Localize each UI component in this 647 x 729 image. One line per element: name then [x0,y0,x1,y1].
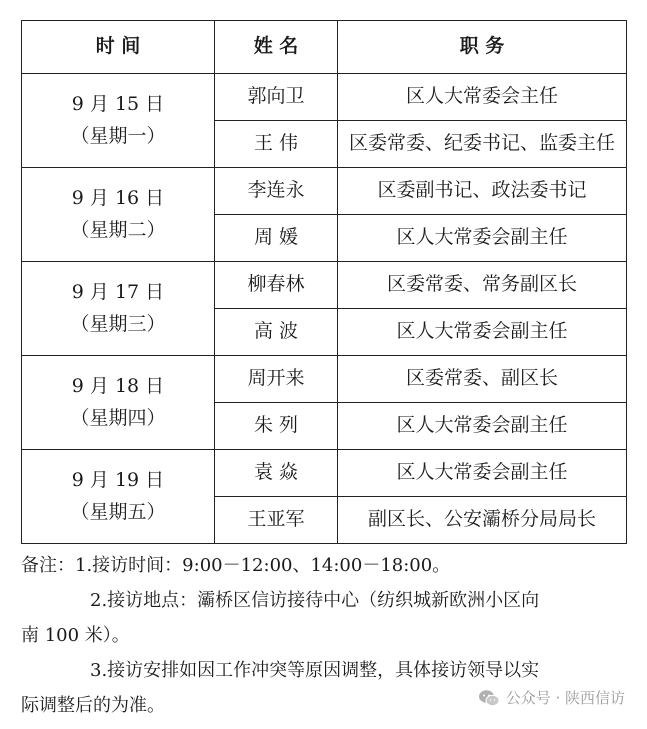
table-row [22,450,627,497]
date-cell [22,168,215,262]
note-line: 3.接访安排如因工作冲突等原因调整，具体接访领导以实 [90,660,540,681]
position-cell: 区人大常委会主任 [338,74,627,121]
header-position: 职 务 [338,21,627,74]
date-cell [22,356,215,450]
weekday-text: （星期一） [70,124,166,147]
name-cell: 朱 列 [215,403,338,450]
name-cell: 高 波 [215,309,338,356]
table-row [22,74,627,121]
name-cell: 王 伟 [215,121,338,168]
table-row [22,356,627,403]
name-cell: 柳春林 [215,262,338,309]
position-cell: 区委常委、副区长 [338,356,627,403]
date-text: 9 月 16 日 [71,186,165,209]
weekday-text: （星期四） [70,406,166,429]
name-cell: 李连永 [215,168,338,215]
position-cell: 区人大常委会副主任 [338,403,627,450]
position-cell: 区人大常委会副主任 [338,309,627,356]
note-line: 2.接访地点：灞桥区信访接待中心（纺织城新欧洲小区向 [90,590,540,611]
note-line: 际调整后的为准。 [21,695,165,716]
date-text: 9 月 17 日 [71,280,165,303]
date-cell [22,450,215,544]
schedule-table [21,20,627,544]
position-cell: 副区长、公安灞桥分局局长 [338,497,627,544]
watermark-text: 公众号 · 陕西信访 [505,689,625,707]
date-cell [22,262,215,356]
note-line: 南 100 米）。 [21,625,130,646]
header-name: 姓 名 [215,21,338,74]
note-line: 备注：1.接访时间：9:00－12:00、14:00－18:00。 [21,555,451,576]
weekday-text: （星期五） [70,500,166,523]
watermark [478,687,625,708]
date-text: 9 月 18 日 [71,374,165,397]
position-cell: 区人大常委会副主任 [338,215,627,262]
weekday-text: （星期三） [70,312,166,335]
date-text: 9 月 15 日 [71,92,165,115]
name-cell: 王亚军 [215,497,338,544]
weekday-text: （星期二） [70,218,166,241]
date-text: 9 月 19 日 [71,468,165,491]
position-cell: 区委常委、纪委书记、监委主任 [338,121,627,168]
name-cell: 郭向卫 [215,74,338,121]
position-cell: 区委常委、常务副区长 [338,262,627,309]
date-cell [22,74,215,168]
table-header-row [22,21,627,74]
table-row [22,168,627,215]
header-time: 时 间 [22,21,215,74]
position-cell: 区人大常委会副主任 [338,450,627,497]
position-cell: 区委副书记、政法委书记 [338,168,627,215]
wechat-icon [478,689,500,707]
name-cell: 周 媛 [215,215,338,262]
table-row [22,262,627,309]
name-cell: 袁 焱 [215,450,338,497]
name-cell: 周开来 [215,356,338,403]
